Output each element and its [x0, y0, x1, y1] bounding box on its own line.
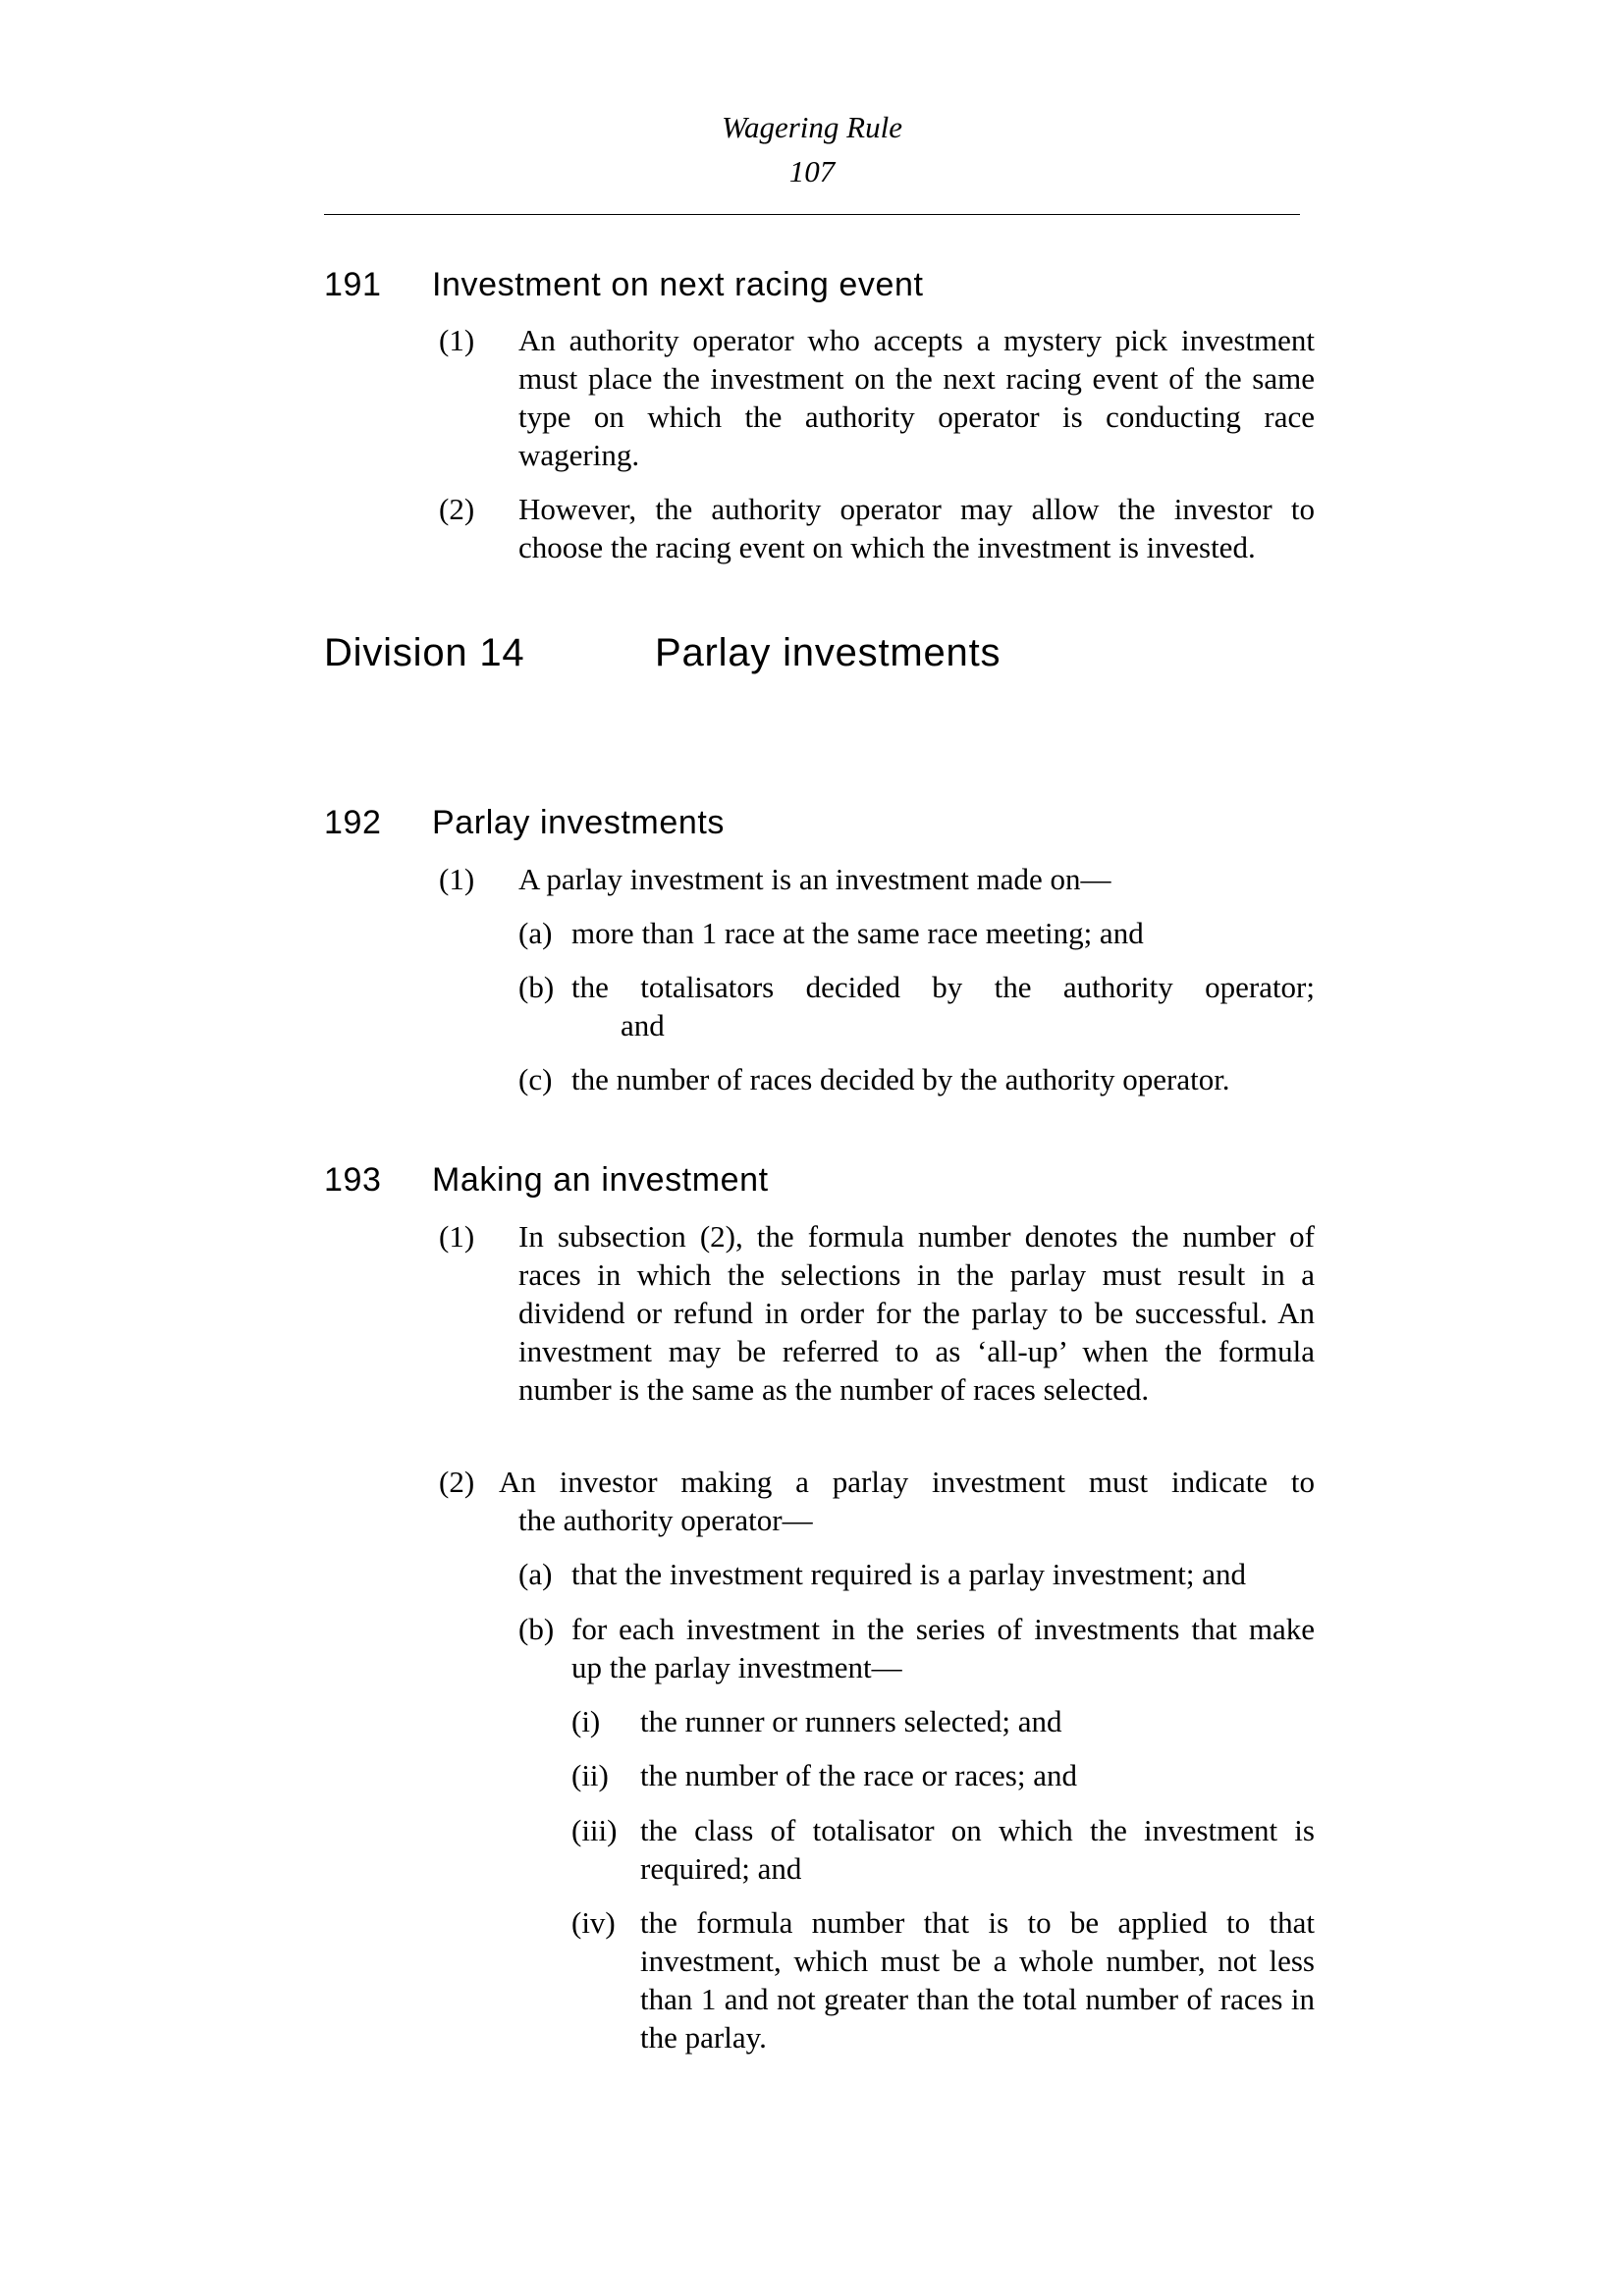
section-191-subsection-2-text: However, the authority operator may allow the investor to choose the racing event on which the investment is invested.	[518, 492, 1315, 564]
section-193-subsection-2-text-first-line: An investor making a parlay investment must indicate to	[499, 1465, 1315, 1499]
section-193-subsection-2-text-continuation: the authority operator—	[518, 1503, 813, 1537]
section-191-subsection-1-text: An authority operator who accepts a mystery pick investment must place the investment on the next racing event of the same type on which the authority operator is conducting race wagering.	[518, 323, 1315, 472]
section-193-subparagraph-iii-number: (iii)	[571, 1813, 618, 1847]
section-193-subparagraph-iv-text: the formula number that is to be applied to that investment, which must be a whole number, not less than 1 and not greater than the total number of races in the parlay.	[640, 1905, 1315, 2055]
section-192-paragraph-b-text: the totalisators decided by the authority operator;	[571, 970, 1315, 1004]
section-192-heading: Parlay investments	[432, 804, 726, 841]
section-192-paragraph-c-number: (c)	[518, 1062, 553, 1096]
running-header-title: Wagering Rule	[722, 110, 902, 144]
section-193-subsection-1-text: In subsection (2), the formula number denotes the number of races in which the selections in the parlay must result in a dividend or refund in order for the parlay to be successful. An investment may be referred to as ‘all-up’ when the formula number is the same as the number of races selected.	[518, 1219, 1315, 1407]
page-number: 107	[788, 154, 836, 188]
section-191-number: 191	[324, 266, 382, 303]
section-191-heading: Investment on next racing event	[432, 266, 924, 303]
section-192-paragraph-a-number: (a)	[518, 916, 553, 950]
section-193-heading: Making an investment	[432, 1161, 769, 1199]
section-193-paragraph-b-number: (b)	[518, 1612, 555, 1646]
section-193-subparagraph-iv-number: (iv)	[571, 1905, 616, 1940]
section-192-subsection-1-number: (1)	[439, 862, 475, 896]
section-192-paragraph-b-continuation: and	[621, 1008, 665, 1042]
section-193-subparagraph-iii-text: the class of totalisator on which the investment is required; and	[640, 1813, 1315, 1886]
section-192-subsection-1-text: A parlay investment is an investment made on—	[518, 862, 1111, 896]
section-193-number: 193	[324, 1161, 382, 1199]
division-label: Division 14	[324, 631, 525, 674]
section-192-paragraph-b-number: (b)	[518, 970, 555, 1004]
section-193-paragraph-a-text: that the investment required is a parlay investment; and	[571, 1557, 1246, 1591]
section-191-subsection-1-number: (1)	[439, 323, 475, 357]
section-193-subparagraph-i-number: (i)	[571, 1704, 601, 1738]
section-193-subsection-1-number: (1)	[439, 1219, 475, 1254]
section-192-paragraph-c-text: the number of races decided by the authority operator.	[571, 1062, 1230, 1096]
section-193-subparagraph-i-text: the runner or runners selected; and	[640, 1704, 1062, 1738]
section-193-paragraph-a-number: (a)	[518, 1557, 553, 1591]
section-191-subsection-2-number: (2)	[439, 492, 475, 526]
section-193-subparagraph-ii-number: (ii)	[571, 1758, 609, 1792]
header-rule	[324, 214, 1300, 215]
section-193-subsection-2-number: (2)	[439, 1465, 475, 1499]
section-193-subparagraph-ii-text: the number of the race or races; and	[640, 1758, 1077, 1792]
division-title: Parlay investments	[655, 631, 1001, 674]
section-192-number: 192	[324, 804, 382, 841]
section-193-paragraph-b-text: for each investment in the series of investments that make up the parlay investment—	[571, 1612, 1315, 1684]
section-192-paragraph-a-text: more than 1 race at the same race meeting; and	[571, 916, 1144, 950]
